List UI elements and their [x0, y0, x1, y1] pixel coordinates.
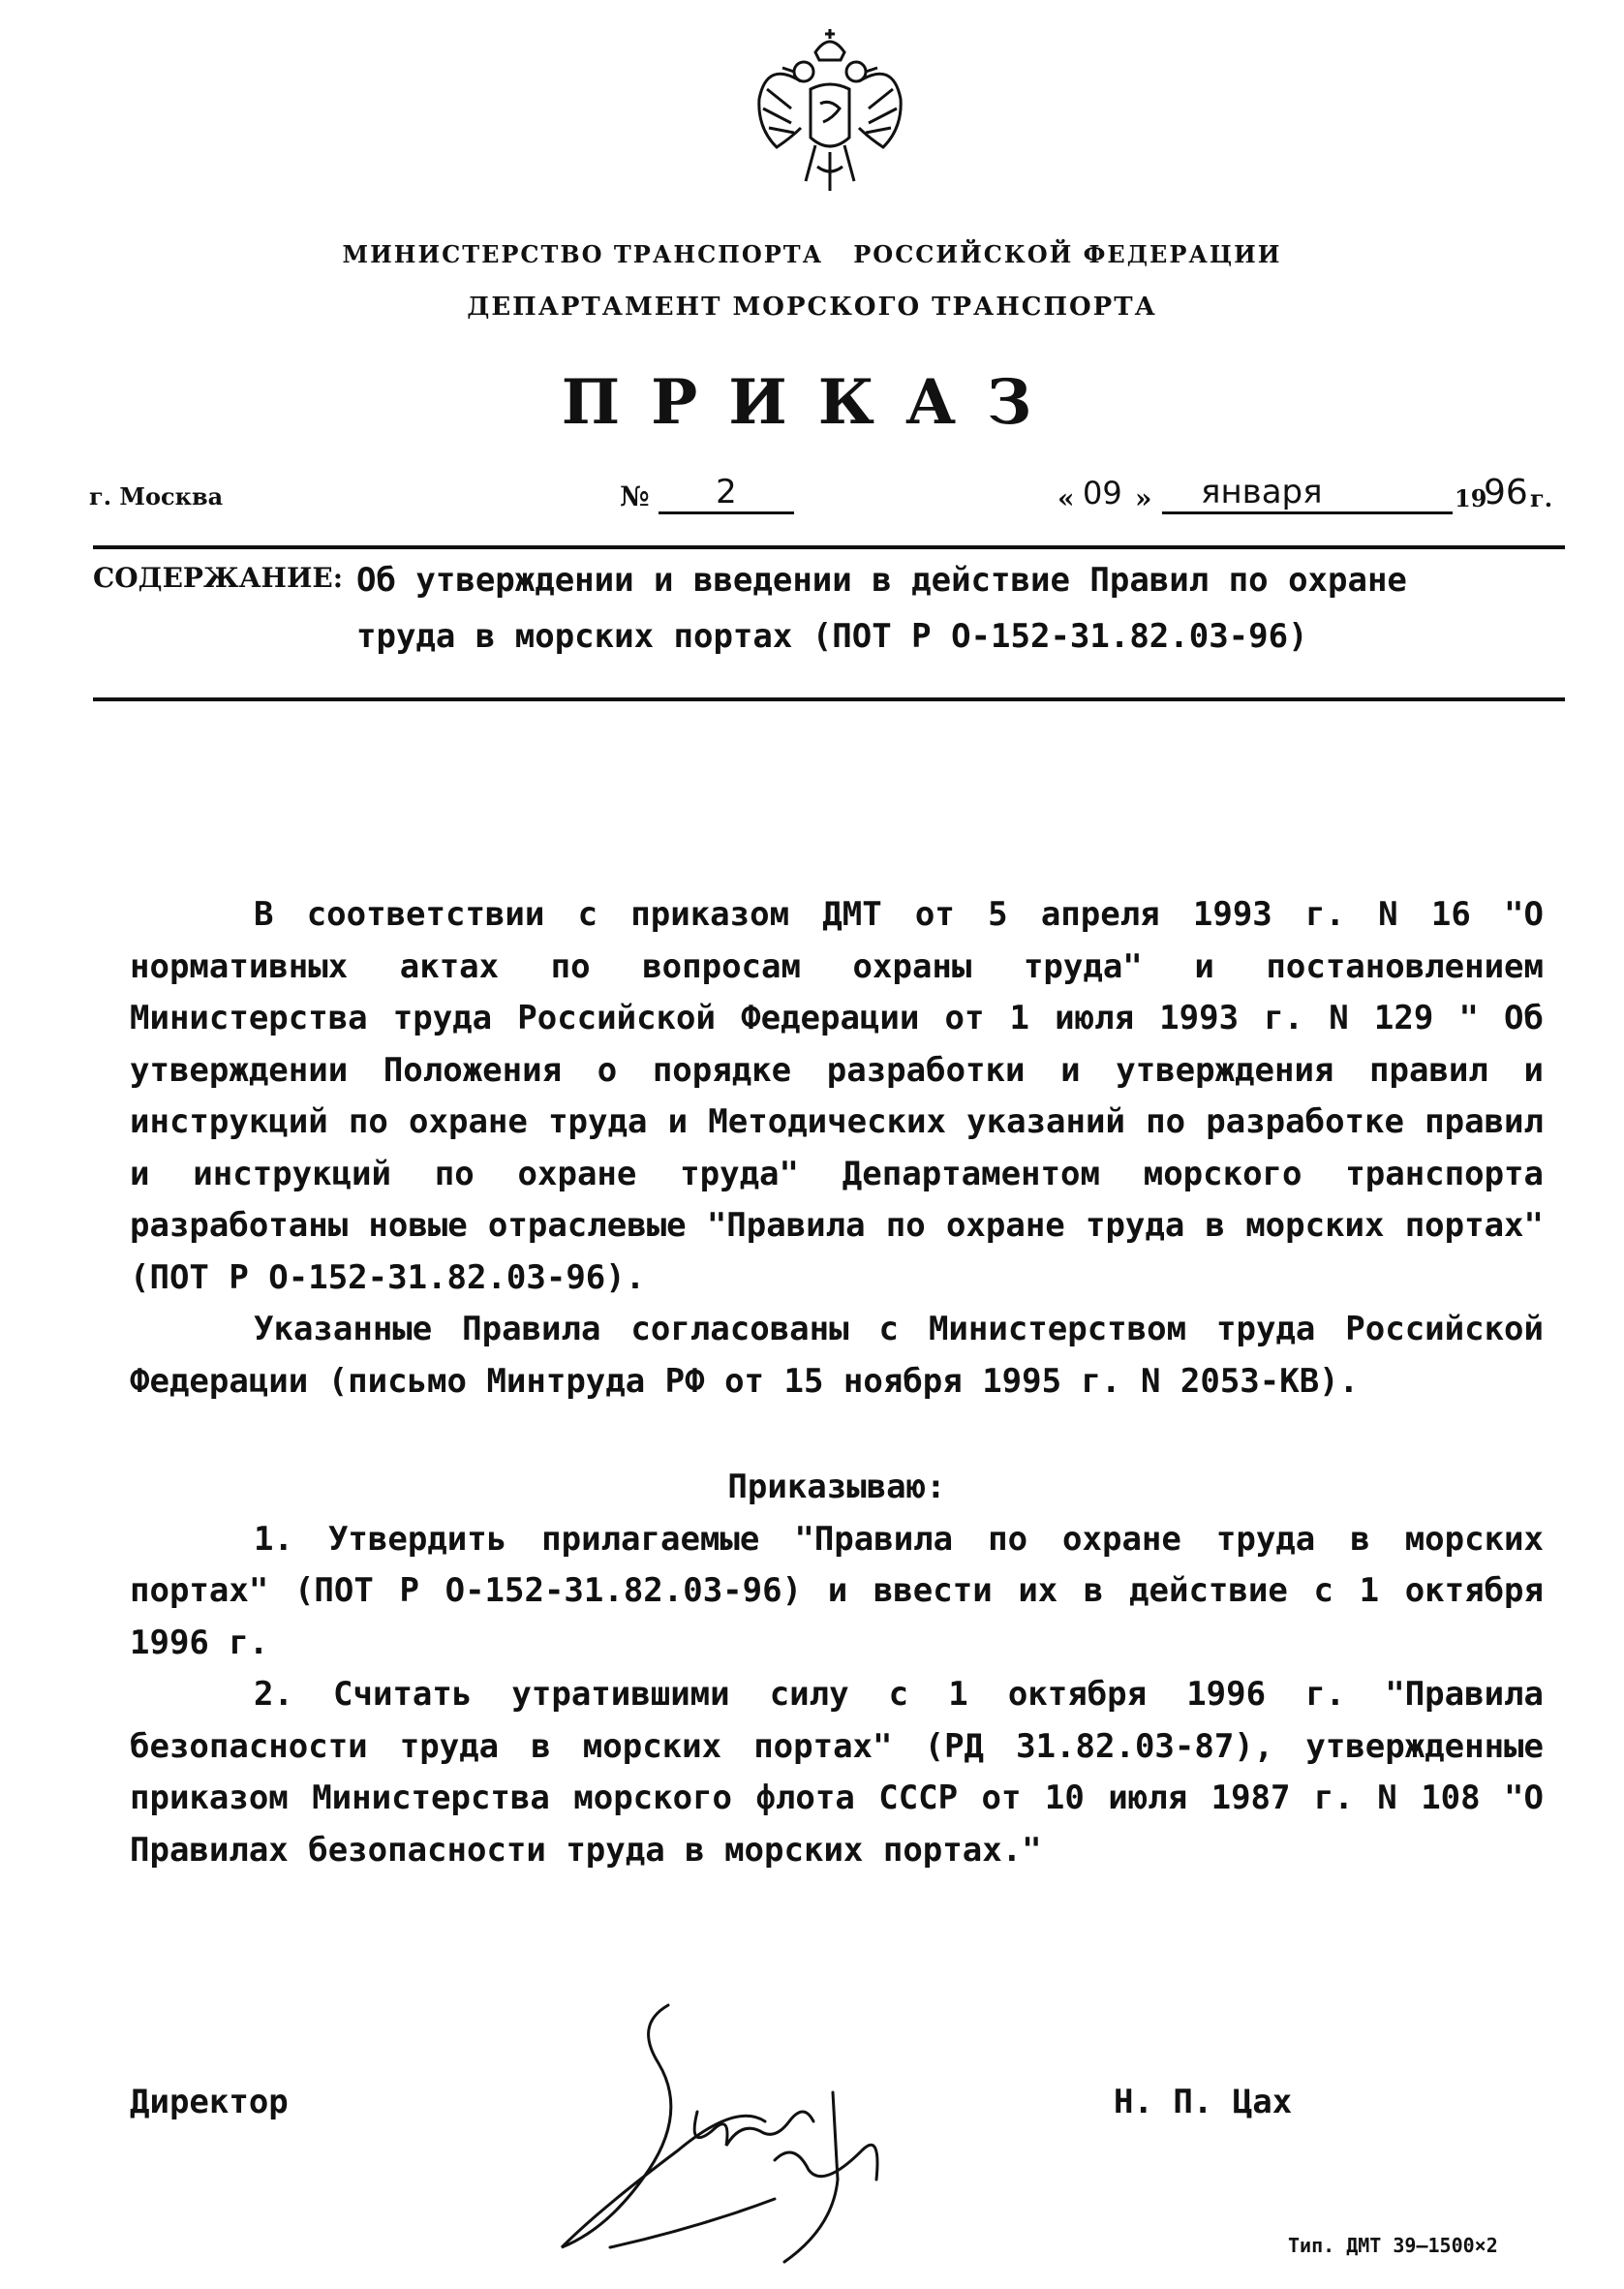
signatory-name: Н. П. Цах	[1114, 2083, 1293, 2121]
quote-close: »	[1135, 482, 1152, 514]
subject-text	[356, 552, 1577, 665]
order-month: января	[1162, 473, 1453, 514]
subject-line-2: труда в морских портах (ПОТ Р О-152-31.82.03-96)	[356, 617, 1308, 656]
year-mark: г.	[1530, 484, 1553, 512]
order-word: Приказываю:	[727, 1468, 946, 1506]
order-day: 09	[1083, 475, 1122, 511]
subject-label: СОДЕРЖАНИЕ:	[93, 562, 344, 594]
order-item-1: 1. Утвердить прилагаемые "Правила по охране труда в морских портах" (ПОТ Р О-152-31.82.03-96) и ввести их в действие с 1 октября 1996 г.	[130, 1519, 1544, 1662]
ministry-header: МИНИСТЕРСТВО ТРАНСПОРТА РОССИЙСКОЙ ФЕДЕРАЦИИ	[342, 240, 1282, 268]
number-label: №	[620, 480, 650, 512]
divider-bottom	[93, 697, 1565, 701]
print-mark: Тип. ДМТ 39—1500×2	[1288, 2234, 1498, 2257]
order-item-2: 2. Считать утратившими силу с 1 октября 1996 г. "Правила безопасности труда в морских портах" (РД 31.82.03-87), утвержденные приказом Министерства морского флота СССР от 10 июля 1987 г. N 108 "О Правилах безопасности труда в морских портах."	[130, 1675, 1544, 1870]
divider-top	[93, 545, 1565, 549]
document-body	[130, 889, 1544, 1876]
double-headed-eagle-emblem-icon	[748, 21, 912, 205]
body-paragraph-2: Указанные Правила согласованы с Министерством труда Российской Федерации (письмо Минтруда РФ от 15 ноября 1995 г. N 2053-КВ).	[130, 1310, 1544, 1401]
order-number: 2	[659, 473, 794, 514]
body-paragraph-1: В соответствии с приказом ДМТ от 5 апреля 1993 г. N 16 "О нормативных актах по вопросам охраны труда" и постановлением Министерства труда Российской Федерации от 1 июля 1993 г. N 129 " Об утверждении Положения о порядке разработки и утверждения правил и инструкций по охране труда и Методических указаний по разработке правил и инструкций по охране труда" Департаментом морского транспорта разработаны новые отраслевые "Правила по охране труда в морских портах" (ПОТ Р О-152-31.82.03-96).	[130, 895, 1544, 1297]
city-label: г. Москва	[89, 482, 224, 510]
quote-open: «	[1057, 482, 1075, 514]
document-title: ПРИКАЗ	[561, 366, 1063, 439]
department-header: ДЕПАРТАМЕНТ МОРСКОГО ТРАНСПОРТА	[467, 293, 1157, 322]
subject-line-1: Об утверждении и введении в действие Правил по охране	[356, 561, 1407, 600]
handwritten-signature	[542, 1986, 1026, 2267]
signatory-position: Директор	[130, 2083, 289, 2121]
year-prefix: 19	[1455, 484, 1487, 512]
year-suffix: 96	[1484, 473, 1528, 512]
